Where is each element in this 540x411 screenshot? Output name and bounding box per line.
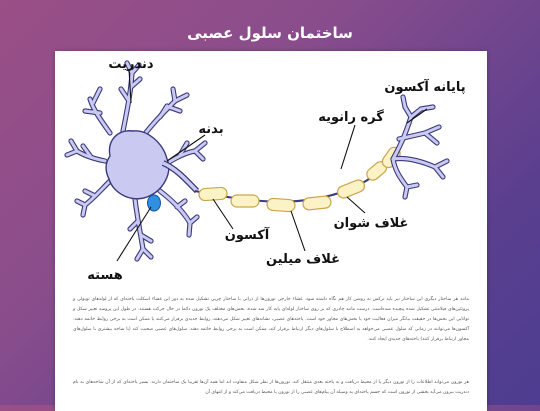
article-paragraph-2: هر نورون می‌تواند اطلاعات را از نورون دیگر یا از محیط دریافت و به یاخته بعدی منتقل کند. نورون‌ها از نظر شکل متفاوت اند اما همه آن‌ها تقریبا یک ساختمان دارند. بسیر یاخته‌ای که از آن شاخه‌های به نام دندریت بیرون می‌آید بخشی از نورون است که جسم یاخته‌ای به وسیله آن پیام‌های عصبی را از نورون یا محیط دریافت می‌کند و از انتهای آن (73, 380, 469, 395)
myelin-segment (302, 196, 331, 211)
page-title: ساختمان سلول عصبی (187, 24, 353, 42)
myelin-segment (231, 195, 259, 207)
axon (195, 145, 403, 212)
cell-body (106, 131, 169, 199)
axon-terminal (393, 97, 447, 197)
myelin-segment (199, 187, 228, 201)
label-schwann-sheath: غلاف شوان (333, 216, 409, 231)
dendrite-tree (67, 63, 205, 259)
myelin-sheath-segments (199, 145, 403, 212)
label-axon: آکسون (224, 228, 270, 243)
label-myelin-sheath: غلاف میلین (265, 252, 341, 267)
myelin-segment (336, 178, 366, 200)
label-cell-body: بدنه (198, 122, 224, 137)
label-axon-terminal: پایانه آکسون (384, 80, 466, 95)
myelin-segment (267, 198, 296, 212)
label-nucleus: هسته (87, 268, 123, 283)
neuron-diagram (55, 51, 487, 291)
label-dendrite: دندریت (108, 57, 154, 72)
label-node-of-ranvier: گره رانویه (318, 110, 384, 125)
content-card (55, 51, 487, 411)
article-paragraph-1: مانند هر ساختار دیگری این ساختار نیز باید ترکش به روشن کار هم نگاه داشته شود. غشاء خارجی نورون‌ها از ذراتی با ساختار چربی تشکیل شده به دور این غشاء اسکلت یاخته‌ای که از لوله‌های توبولی و پروتئین‌های فیلامنتی تشکیل شده پیچیده شده‌است. درست مانند چادری که بر روی ساختار لوله‌ای پایه کار شد شده، بخش‌های مختلف یک نورون دائما در حال حرکت هستند. در طول این پروسه تغییر شکل و توانایی این بخش‌ها در حقیقت بیانگر میزان فعالیت خود یا بخش‌های مجاور خود است. یاخته‌های عصبی، نشانه‌های تغییر شکل می‌دهند، روابط جدیدی برقرار می‌کنند یا ممکن است به برخی روابط خاتمه دهند. آکسون‌ها می‌توانند در زمانی که سلول عصبی می‌خواهد به اصطلاح با سلول‌های دیگر ارتباط برقرار کند، ممکن است به برخی روابط خاتمه دهند. سلول‌های عصبی صحبت کند (با شاخه بیشتری با سلول‌های مجاور ارتباط برقرار کنند) یاخته‌های جدیدی ایجاد کنند. (73, 297, 469, 342)
